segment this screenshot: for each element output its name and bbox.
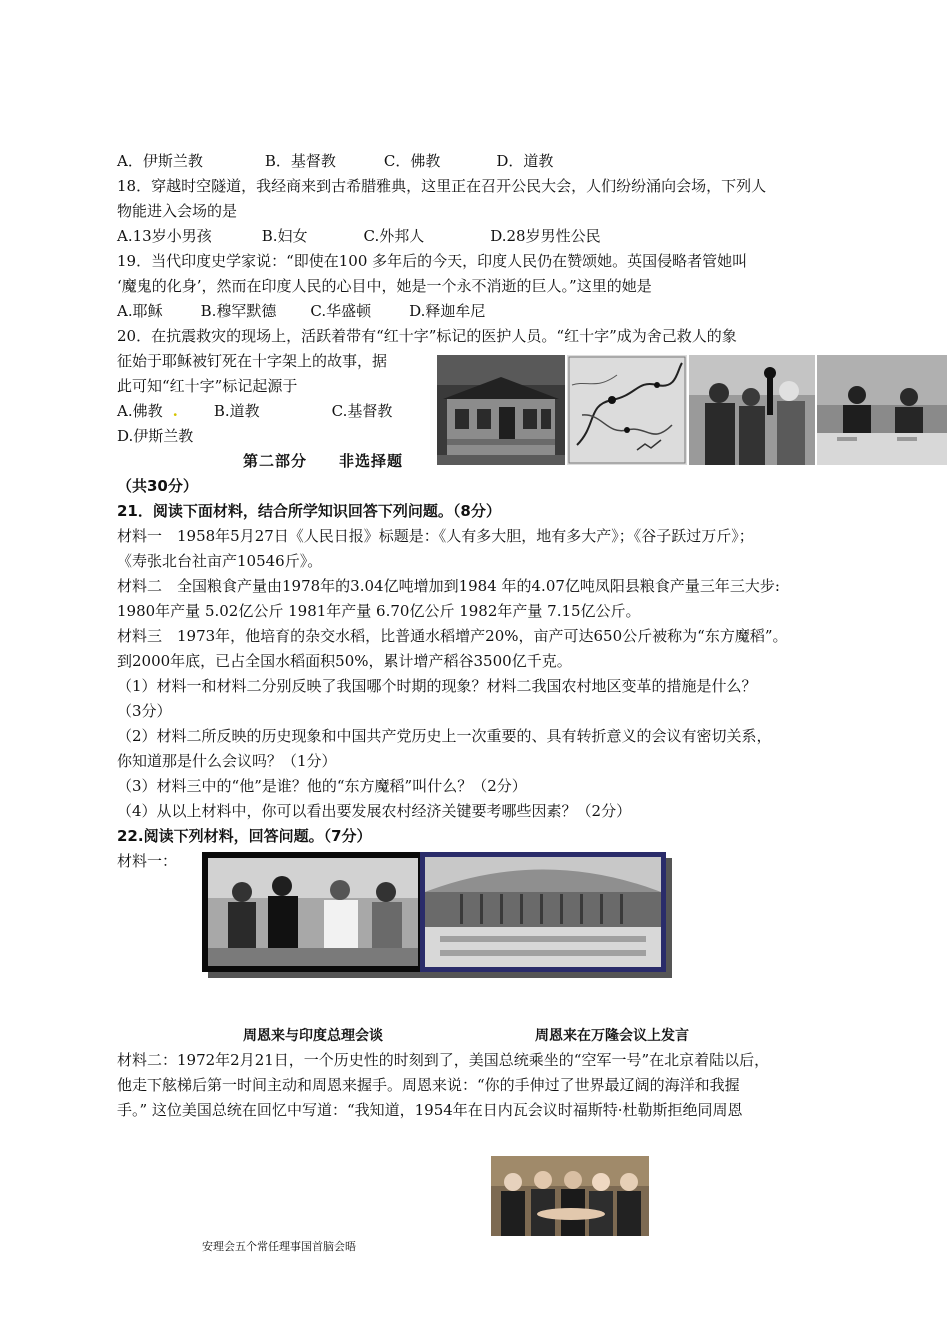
q19-line2: ‘魔鬼的化身’，然而在印度人民的心目中，她是一个永不消逝的巨人。”这里的她是 [117,277,652,295]
q20-option-d: D.伊斯兰教 [117,427,194,445]
photo-march-map [567,355,687,465]
q21-heading: 21．阅读下面材料，结合所学知识回答下列问题。（8分） [117,502,501,520]
q20-line3: 此可知“红十字”标记起源于 [117,377,298,395]
photo-security-council-leaders [491,1156,649,1236]
zhou-nehru-talk-image [202,852,424,972]
q18-line2: 物能进入会场的是 [117,202,238,220]
q18-line1: 18．穿越时空隧道，我经商来到古希腊雅典，这里正在召开公民大会，人们纷纷涌向会场，下列人 [117,177,767,195]
q21-sub2-line2: 你知道那是什么会议吗？（1分） [117,752,337,770]
q20-option-c: C.基督教 [331,402,393,420]
caption-bandung: 周恩来在万隆会议上发言 [535,1028,689,1044]
q17-option-d: D．道教 [496,152,554,170]
q19-option-d: D.释迦牟尼 [409,302,486,320]
q22-material1-label: 材料一： [117,852,178,870]
q20-line1: 20．在抗震救灾的现场上，活跃着带有“红十字”标记的医护人员。“红十字”成为舍己救人的象 [117,327,737,345]
q18-option-a: A.13岁小男孩 [117,227,212,245]
q21-sub1-line1: （1）材料一和材料二分别反映了我国哪个时期的现象？材料二我国农村地区变革的措施是什么？ [117,677,757,695]
q19-option-b: B.穆罕默德 [200,302,277,320]
q21-material3-line1: 材料三 1973年，他培育的杂交水稻，比普通水稻增产20%，亩产可达650公斤被称为“东方魔稻”。 [117,627,788,645]
q20-options-abc [117,401,392,421]
q21-material1-line2: 《寿张北台社亩产10546斤》。 [117,552,323,570]
photo-zunyi-building [437,355,565,465]
meeting-image [817,355,947,465]
q17-option-b: B．基督教 [264,152,336,170]
q17-option-c: C．佛教 [383,152,441,170]
q19-option-c: C.华盛顿 [310,302,372,320]
q21-sub3: （3）材料三中的“他”是谁？他的“东方魔稻”叫什么？（2分） [117,777,527,795]
q19-line1: 19．当代印度史学家说：“即使在100 多年后的今天，印度人民仍在赞颂她。英国侵略者管她叫 [117,252,748,270]
q21-material1-line1: 材料一 1958年5月27日《人民日报》标题是：《人有多大胆，地有多大产》；《谷子跃过万斤》； [117,527,754,545]
q22-material2-line1: 材料二：1972年2月21日，一个历史性的时刻到了，美国总统乘坐的“空军一号”在北京着陆以后， [117,1051,770,1069]
photo-zhou-nehru [202,852,424,972]
photo-bandung-conference [420,852,666,972]
security-council-leaders-image [491,1156,649,1236]
q21-material3-line2: 到2000年底，已占全国水稻面积50%，累计增产稻谷3500亿千克。 [117,652,572,670]
caption-zhou-nehru: 周恩来与印度总理会谈 [243,1028,383,1044]
q20-line2: 征始于耶稣被钉死在十字架上的故事，据 [117,352,388,370]
q17-option-a: A．伊斯兰教 [117,152,203,170]
q21-material2-line1: 材料二 全国粮食产量由1978年的3.04亿吨增加到1984 年的4.07亿吨凤阳县粮食产量三年三大步: [117,577,780,595]
q18-option-b: B.妇女 [261,227,308,245]
q21-sub2-line1: （2）材料二所反映的历史现象和中国共产党历史上一次重要的、具有转折意义的会议有密切关系， [117,727,772,745]
part2-score: （共30分） [117,477,198,495]
q19-option-a: A.耶稣 [117,302,163,320]
q21-sub4: （4）从以上材料中，你可以看出要发展农村经济关键要考哪些因素？（2分） [117,802,632,820]
long-march-map-image [567,355,687,465]
bandung-conference-image [420,852,666,972]
caption-security-council: 安理会五个常任理事国首脑会晤 [202,1240,356,1253]
part2-title: 第二部分 非选择题 [243,452,404,470]
photo-meeting [817,355,947,465]
q18-options [117,226,601,246]
q22-material2-line3: 手。” 这位美国总统在回忆中写道：“我知道，1954年在日内瓦会议时福斯特·杜勒斯拒绝同周恩 [117,1101,743,1119]
zunyi-building-image [437,355,565,465]
q20-option-a: A.佛教 [117,402,163,420]
q21-material2-line2: 1980年产量 5.02亿公斤 1981年产量 6.70亿公斤 1982年产量 7.15亿公斤。 [117,602,641,620]
q18-option-d: D.28岁男性公民 [490,227,601,245]
q17-options [117,151,553,171]
q22-heading: 22.阅读下列材料，回答问题。（7分） [117,827,372,845]
q22-material2-line2: 他走下舷梯后第一时间主动和周恩来握手。周恩来说：“你的手伸过了世界最辽阔的海洋和我握 [117,1076,740,1094]
q21-sub1-line2: （3分） [117,702,172,720]
q20-option-b: B.道教 [213,402,260,420]
founding-ceremony-image [689,355,815,465]
q18-option-c: C.外邦人 [363,227,425,245]
q19-options [117,301,485,321]
q20-stray-dot: . [172,402,178,420]
photo-founding-ceremony [689,355,815,465]
